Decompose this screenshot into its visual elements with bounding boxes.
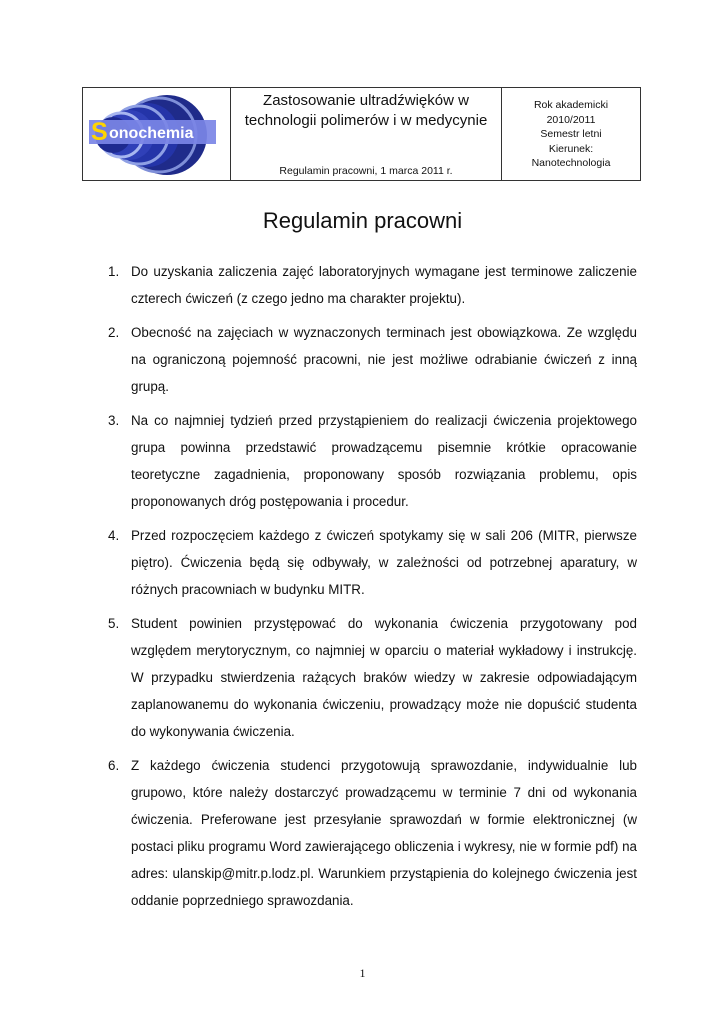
logo-cell xyxy=(83,88,231,180)
rule-item xyxy=(108,407,637,515)
rule-number: 2. xyxy=(108,325,120,340)
rule-text: Obecność na zajęciach w wyznaczonych terminach jest obowiązkowa. Ze względu na ograniczoną pojemność pracowni, nie jest możliwe odrabianie ćwiczeń z inną grupą. xyxy=(131,325,637,394)
rule-item xyxy=(108,752,637,914)
rule-text: Na co najmniej tydzień przed przystąpieniem do realizacji ćwiczenia projektowego grupa powinna przedstawić prowadzącemu pisemnie krótkie opracowanie teoretyczne zagadnienia, proponowany sposób rozwiązania problemu, opis proponowanych dróg postępowania i procedur. xyxy=(131,413,637,509)
rule-number: 5. xyxy=(108,616,120,631)
header-subtitle: Regulamin pracowni, 1 marca 2011 r. xyxy=(279,165,453,177)
sonochemia-logo xyxy=(89,92,225,178)
rule-item xyxy=(108,610,637,745)
academic-info: Rok akademicki 2010/2011 Semestr letni Kierunek: Nanotechnologia xyxy=(531,99,611,169)
rule-number: 1. xyxy=(108,264,120,279)
rule-number: 3. xyxy=(108,413,120,428)
header-table xyxy=(82,87,641,181)
rule-text: Do uzyskania zaliczenia zajęć laboratoryjnych wymagane jest terminowe zaliczenie czterech ćwiczeń (z czego jedno ma charakter projektu). xyxy=(131,264,637,306)
logo-initial: S xyxy=(91,118,108,146)
rules-list xyxy=(108,258,637,921)
rule-number: 4. xyxy=(108,528,120,543)
header-title: Zastosowanie ultradźwięków w technologii polimerów i w medycynie xyxy=(244,92,488,129)
document-title: Regulamin pracowni xyxy=(262,208,463,233)
rule-text: Przed rozpoczęciem każdego z ćwiczeń spotykamy się w sali 206 (MITR, pierwsze piętro). Ćwiczenia będą się odbywały, w zależności od potrzebnej aparatury, w różnych pracowniach w budynku MITR. xyxy=(131,528,637,597)
rule-item xyxy=(108,319,637,400)
rule-item xyxy=(108,258,637,312)
rule-item xyxy=(108,522,637,603)
header-info-cell xyxy=(502,88,640,180)
header-title-cell xyxy=(231,88,502,180)
page-number: 1 xyxy=(359,966,366,980)
rule-text: Z każdego ćwiczenia studenci przygotowują sprawozdanie, indywidualnie lub grupowo, które należy dostarczyć prowadzącemu w terminie 7 dni od wykonania ćwiczenia. Preferowane jest przesyłanie sprawozdań w formie elektronicznej (w postaci pliku programu Word zawierającego obliczenia i wykresy, nie w formie pdf) na adres: ulanskip@mitr.p.lodz.pl. Warunkiem przystąpienia do kolejnego ćwiczenia jest oddanie poprzedniego sprawozdania. xyxy=(131,758,637,908)
rule-text: Student powinien przystępować do wykonania ćwiczenia przygotowany pod względem merytorycznym, co najmniej w oparciu o materiał wykładowy i instrukcję. W przypadku stwierdzenia rażących braków wiedzy w zakresie odpowiadającym zaplanowanemu do wykonania ćwiczeniu, prowadzący może nie dopuścić studenta do wykonywania ćwiczenia. xyxy=(131,616,637,739)
logo-text: onochemia xyxy=(109,125,194,142)
rule-number: 6. xyxy=(108,758,120,773)
